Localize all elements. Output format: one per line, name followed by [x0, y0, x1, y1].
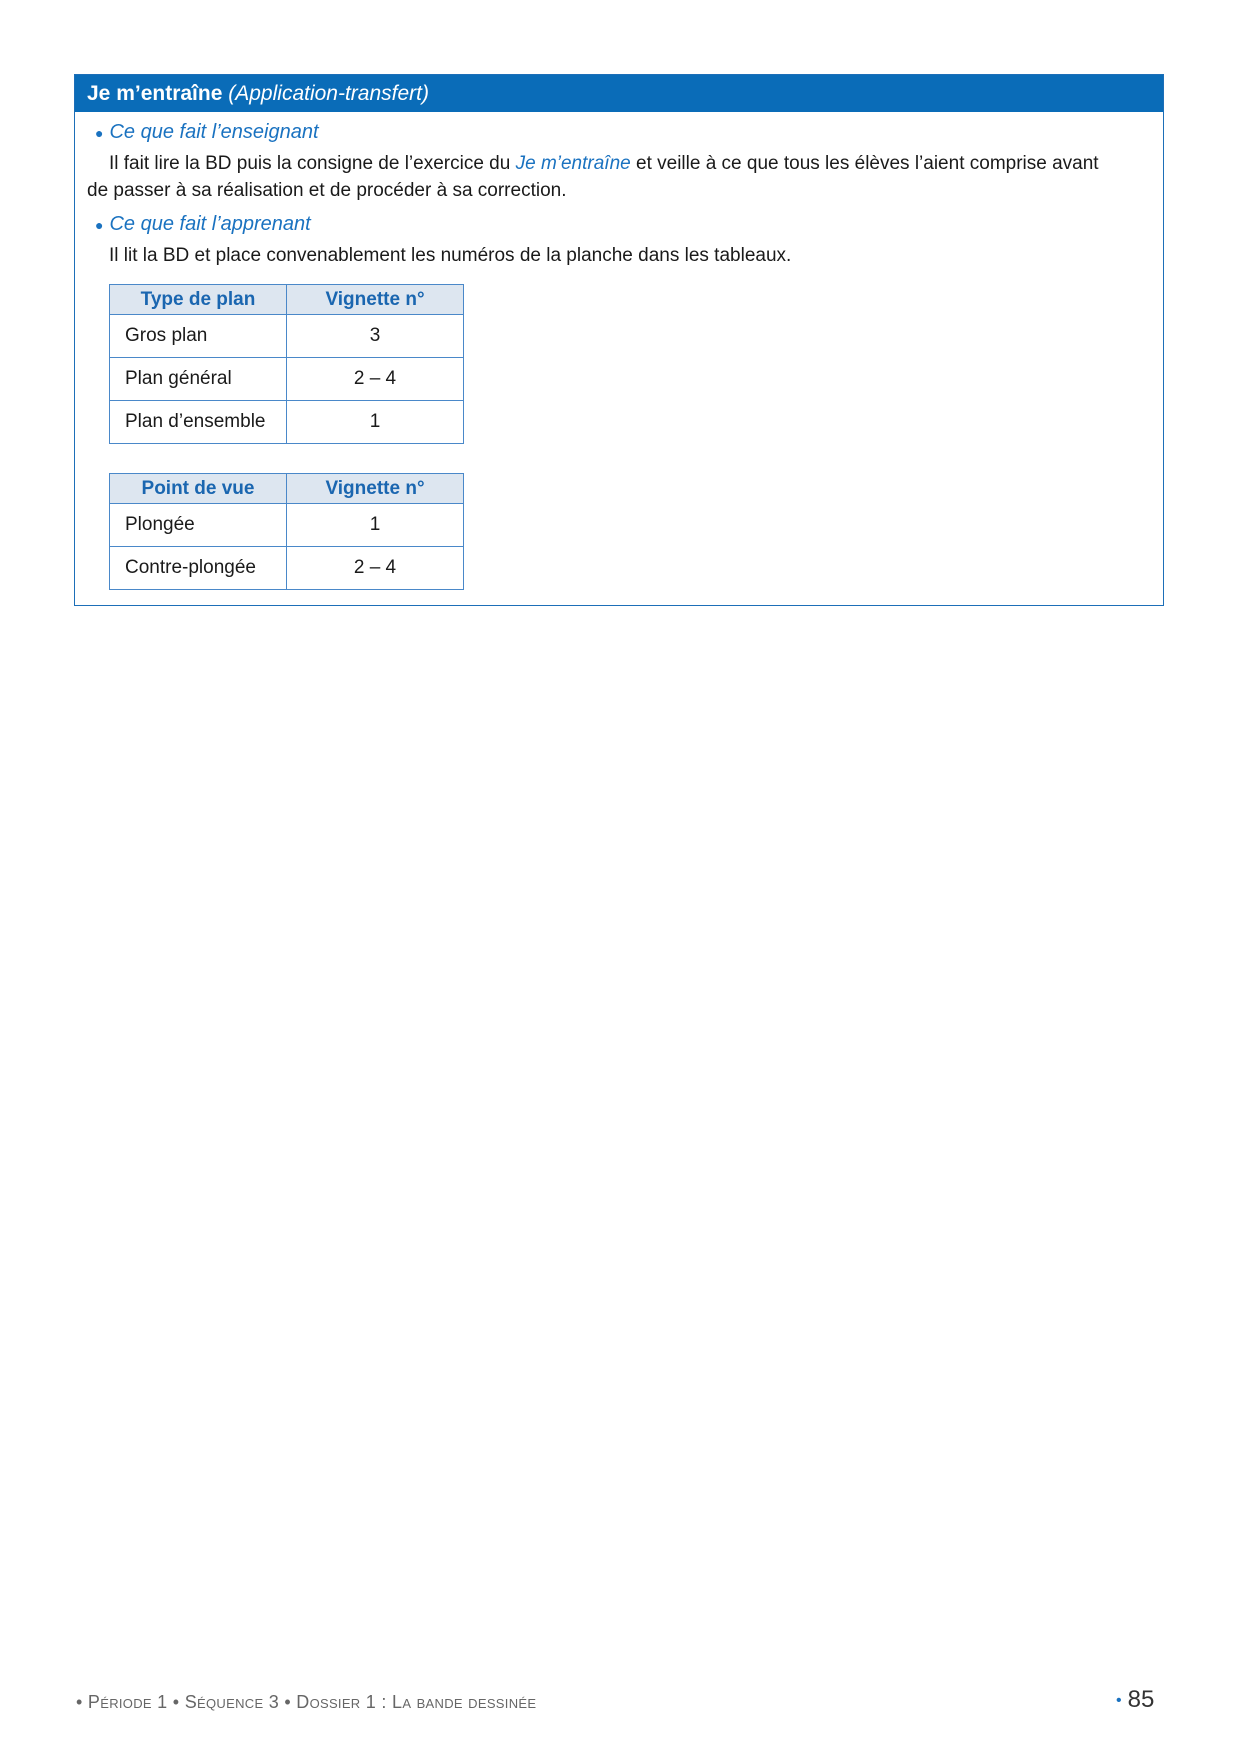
bullet-icon: •: [172, 1692, 180, 1712]
table-row: [110, 547, 464, 590]
bullet-icon: •: [284, 1692, 291, 1712]
footer-period: Période 1: [87, 1692, 168, 1712]
table-cell: 3: [287, 315, 464, 358]
table-cell: 2 – 4: [287, 547, 464, 590]
column-header: Point de vue: [110, 474, 287, 504]
table-cell: Plongée: [110, 504, 287, 547]
table-row: [110, 315, 464, 358]
table-cell: Contre-plongée: [110, 547, 287, 590]
footer-sequence: Séquence 3: [184, 1692, 280, 1712]
table-row: [110, 358, 464, 401]
running-footer: [76, 1692, 536, 1713]
exercise-box: [74, 74, 1164, 606]
column-header: Type de plan: [110, 285, 287, 315]
column-header: Vignette n°: [287, 474, 464, 504]
teacher-paragraph-line2: de passer à sa réalisation et de procéder à sa correction.: [87, 180, 567, 201]
point-of-view-table: [109, 473, 464, 590]
section-teacher-title: ● Ce que fait l’enseignant: [95, 121, 319, 143]
table-cell: 2 – 4: [287, 358, 464, 401]
table-cell: Plan d’ensemble: [110, 401, 287, 444]
box-header: [75, 75, 1163, 112]
table-row: [110, 401, 464, 444]
table-header-row: [110, 474, 464, 504]
plan-type-table: [109, 284, 464, 444]
bullet-icon: •: [76, 1692, 83, 1712]
je-mentraine-reference: Je m’entraîne: [515, 153, 631, 174]
table-header-row: [110, 285, 464, 315]
table-cell: 1: [287, 504, 464, 547]
section-learner-title: ● Ce que fait l’apprenant: [95, 213, 311, 235]
bullet-icon: ●: [95, 124, 104, 141]
page-number: • 85: [1116, 1686, 1155, 1713]
learner-paragraph: Il lit la BD et place convenablement les numéros de la planche dans les tableaux.: [109, 245, 792, 266]
footer-dossier: Dossier 1 : La bande dessinée: [296, 1692, 537, 1712]
table-row: [110, 504, 464, 547]
column-header: Vignette n°: [287, 285, 464, 315]
box-title: Je m’entraîne: [87, 82, 223, 105]
bullet-icon: ●: [95, 216, 104, 233]
table-cell: 1: [287, 401, 464, 444]
table-cell: Plan général: [110, 358, 287, 401]
table-cell: Gros plan: [110, 315, 287, 358]
box-subtitle: (Application-transfert): [228, 82, 429, 105]
teacher-paragraph-line1: Il fait lire la BD puis la consigne de l’exercice du Je m’entraîne et veille à ce que tous les élèves l’aient comprise avant: [109, 153, 1099, 174]
bullet-icon: •: [1116, 1691, 1122, 1709]
